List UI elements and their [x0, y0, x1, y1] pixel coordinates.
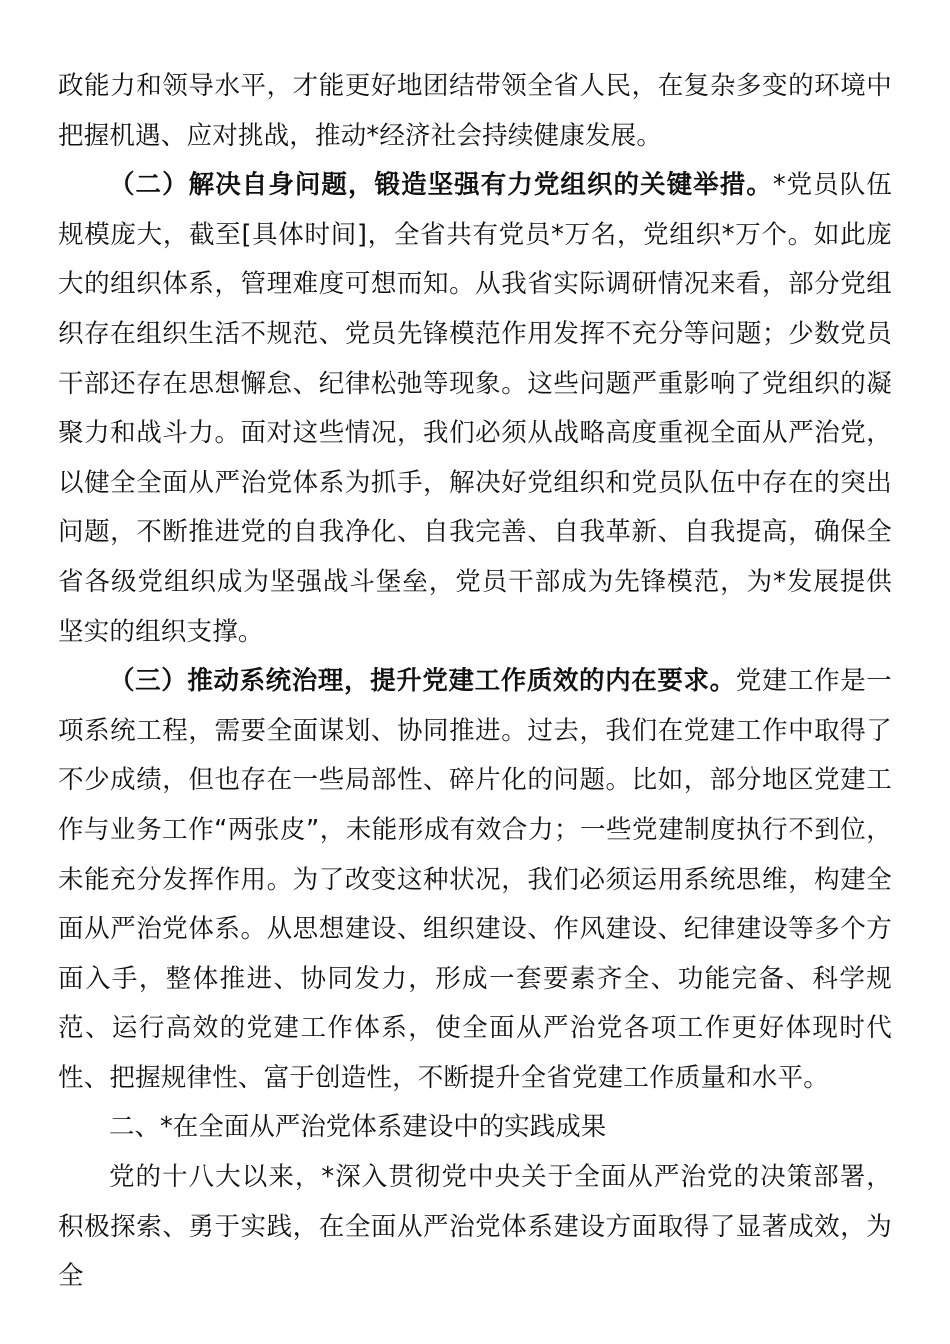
chapter-2-intro-paragraph: 党的十八大以来，*深入贯彻党中央关于全面从严治党的决策部署，积极探索、勇于实践，在全面从严治党体系建设方面取得了显著成效，为全 — [58, 1162, 892, 1292]
section-3-paragraph — [58, 657, 892, 1103]
chapter-2-heading: 二、*在全面从严治党体系建设中的实践成果 — [109, 1112, 607, 1143]
section-2-title: （二）解决自身问题，锻造坚强有力党组织的关键举措。 — [109, 170, 773, 201]
document-page — [58, 62, 892, 1302]
section-3-title: （三）推动系统治理，提升党建工作质效的内在要求。 — [109, 666, 736, 697]
paragraph-continuation: 政能力和领导水平，才能更好地团结带领全省人民，在复杂多变的环境中把握机遇、应对挑战，推动*经济社会持续健康发展。 — [58, 71, 892, 151]
section-2-body: *党员队伍规模庞大，截至[具体时间]，全省共有党员*万名，党组织*万个。如此庞大的组织体系，管理难度可想而知。从我省实际调研情况来看，部分党组织存在组织生活不规范、党员先锋模范作用发挥不充分等问题；少数党员干部还存在思想懈怠、纪律松弛等现象。这些问题严重影响了党组织的凝聚力和战斗力。面对这些情况，我们必须从战略高度重视全面从严治党，以健全全面从严治党体系为抓手，解决好党组织和党员队伍中存在的突出问题，不断推进党的自我净化、自我完善、自我革新、自我提高，确保全省各级党组织成为坚强战斗堡垒，党员干部成为先锋模范，为*发展提供坚实的组织支撑。 — [58, 170, 892, 647]
section-3-body: 党建工作是一项系统工程，需要全面谋划、协同推进。过去，我们在党建工作中取得了不少成绩，但也存在一些局部性、碎片化的问题。比如，部分地区党建工作与业务工作“两张皮”，未能形成有效合力；一些党建制度执行不到位，未能充分发挥作用。为了改变这种状况，我们必须运用系统思维，构建全面从严治党体系。从思想建设、组织建设、作风建设、纪律建设等多个方面入手，整体推进、协同发力，形成一套要素齐全、功能完备、科学规范、运行高效的党建工作体系，使全面从严治党各项工作更好体现时代性、把握规律性、富于创造性，不断提升全省党建工作质量和水平。 — [58, 666, 893, 1093]
section-2-paragraph — [58, 161, 892, 657]
